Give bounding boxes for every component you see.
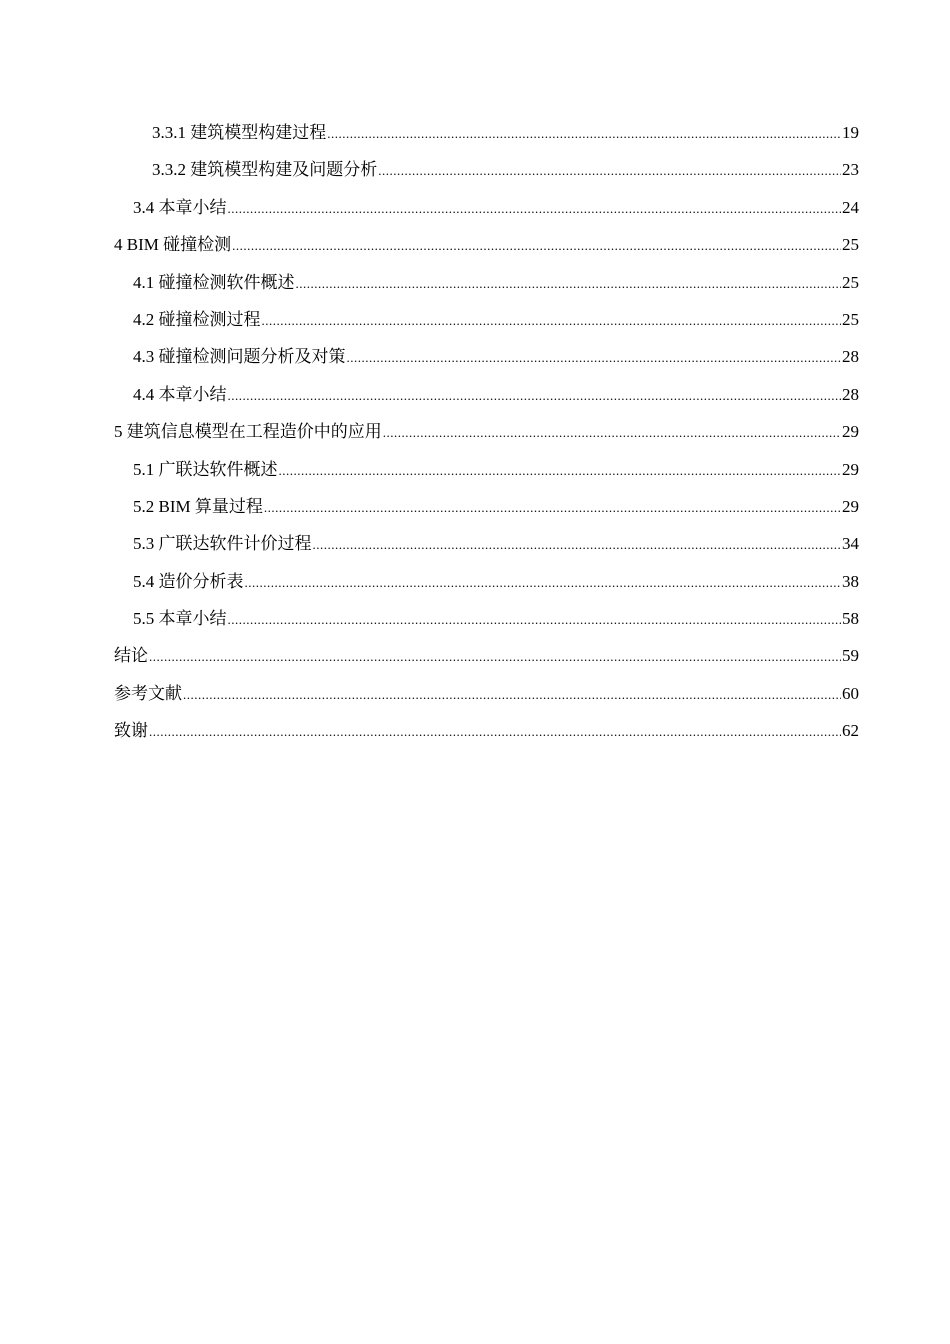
toc-entry[interactable]	[114, 525, 859, 562]
toc-entry[interactable]	[114, 189, 859, 226]
toc-dot-leader	[296, 264, 842, 302]
toc-entry-page-number: 29	[842, 422, 859, 442]
toc-entry-page-number: 59	[842, 646, 859, 666]
toc-entry-page-number: 24	[842, 197, 859, 217]
toc-entry[interactable]	[114, 264, 859, 301]
toc-entry-page-number: 38	[842, 571, 859, 591]
toc-entry-title: 5 建筑信息模型在工程造价中的应用	[114, 422, 382, 442]
toc-entry-page-number: 25	[842, 235, 859, 255]
toc-dot-leader	[228, 600, 842, 638]
toc-entry-page-number: 60	[842, 683, 859, 703]
toc-entry-title: 参考文献	[114, 683, 182, 703]
toc-dot-leader	[279, 451, 842, 489]
toc-entry-title: 结论	[114, 646, 148, 666]
toc-dot-leader	[383, 413, 841, 451]
toc-entry-page-number: 19	[842, 123, 859, 142]
toc-entry-title: 5.1 广联达软件概述	[133, 459, 278, 479]
toc-entry-title: 5.5 本章小结	[133, 609, 227, 629]
toc-entry-title: 4.2 碰撞检测过程	[133, 309, 261, 329]
toc-entry[interactable]	[114, 226, 859, 263]
toc-dot-leader	[183, 675, 841, 713]
toc-entry[interactable]	[114, 637, 859, 674]
toc-entry-title: 3.3.2 建筑模型构建及问题分析	[152, 160, 378, 180]
toc-dot-leader	[228, 189, 842, 227]
toc-entry-page-number: 23	[842, 160, 859, 180]
toc-entry-title: 4.4 本章小结	[133, 384, 227, 404]
toc-dot-leader	[327, 114, 841, 152]
toc-entry[interactable]	[114, 488, 859, 525]
toc-dot-leader	[245, 563, 842, 601]
toc-dot-leader	[313, 525, 842, 563]
toc-entry-title: 致谢	[114, 721, 148, 741]
toc-dot-leader	[228, 376, 842, 414]
toc-dot-leader	[149, 712, 841, 750]
toc-entry[interactable]	[114, 600, 859, 637]
toc-dot-leader	[232, 226, 841, 264]
toc-entry[interactable]	[114, 712, 859, 749]
toc-entry-title: 5.4 造价分析表	[133, 571, 244, 591]
toc-dot-leader	[378, 151, 841, 189]
table-of-contents	[114, 114, 859, 750]
toc-entry-title: 3.3.1 建筑模型构建过程	[152, 123, 327, 142]
toc-entry-page-number: 25	[842, 272, 859, 292]
toc-entry[interactable]	[114, 301, 859, 338]
toc-dot-leader	[149, 637, 841, 675]
toc-entry-title: 5.2 BIM 算量过程	[133, 496, 263, 516]
toc-entry[interactable]	[114, 114, 859, 151]
toc-entry-page-number: 29	[842, 459, 859, 479]
toc-entry-page-number: 28	[842, 347, 859, 367]
toc-entry-page-number: 28	[842, 384, 859, 404]
toc-entry-title: 4 BIM 碰撞检测	[114, 235, 232, 255]
toc-dot-leader	[264, 488, 841, 526]
toc-entry[interactable]	[114, 151, 859, 188]
toc-entry[interactable]	[114, 563, 859, 600]
toc-entry[interactable]	[114, 376, 859, 413]
toc-entry-page-number: 62	[842, 721, 859, 741]
toc-dot-leader	[262, 301, 842, 339]
toc-entry[interactable]	[114, 675, 859, 712]
toc-entry-title: 5.3 广联达软件计价过程	[133, 534, 312, 554]
toc-entry[interactable]	[114, 338, 859, 375]
toc-entry[interactable]	[114, 451, 859, 488]
toc-entry-title: 3.4 本章小结	[133, 197, 227, 217]
toc-entry-page-number: 58	[842, 609, 859, 629]
toc-entry-title: 4.1 碰撞检测软件概述	[133, 272, 295, 292]
toc-entry-page-number: 29	[842, 496, 859, 516]
toc-entry-page-number: 25	[842, 309, 859, 329]
toc-dot-leader	[347, 338, 842, 376]
toc-entry-page-number: 34	[842, 534, 859, 554]
toc-entry-title: 4.3 碰撞检测问题分析及对策	[133, 347, 346, 367]
toc-entry[interactable]	[114, 413, 859, 450]
